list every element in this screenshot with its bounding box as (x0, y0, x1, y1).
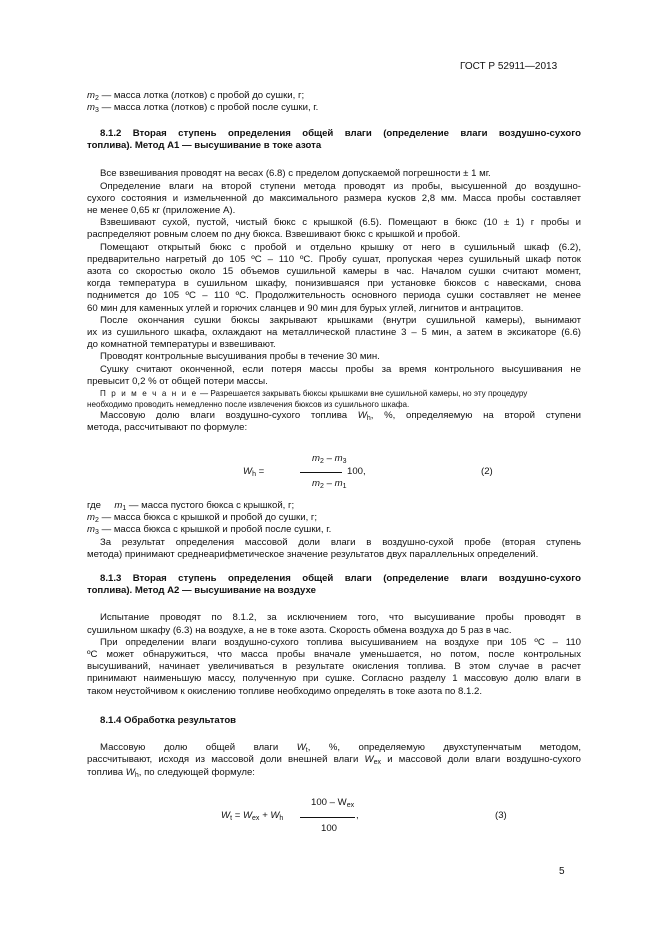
paragraph-line: сухого состояния и измельченной до максимального размера кусков 2,8 мм. Масса пробы составляет (87, 192, 581, 204)
paragraph-line: таком неустойчивом к окислению топливе необходимо определять в токе азота по 8.1.2. (87, 685, 483, 697)
paragraph-line: сушильном шкафу (6.3) на воздухе, а не в токе азота. Скорость обмена воздуха до 5 раз в час. (87, 624, 512, 636)
formula-denominator: 100 (321, 823, 338, 834)
where-label: где (87, 500, 102, 511)
paragraph-line: топлива $W_h$, по следующей формуле: (87, 766, 255, 779)
section-heading-cont: топлива). Метод А1 — высушивание в токе азота (87, 140, 322, 152)
formula-numerator: $m_2 - m_3$ (312, 453, 347, 465)
definition-line: $m_3$ — масса лотка (лотков) с пробой после сушки, г. (87, 102, 319, 115)
formula-denominator: $m_2 - m_1$ (312, 478, 347, 490)
section-8-1-2 (87, 128, 581, 434)
paragraph-line: распределяют ровным слоем по дну бюкса. Взвешивают бюкс с крышкой и пробой. (87, 229, 461, 241)
paragraph-line: до комнатной температуры и взвешивают. (87, 339, 276, 351)
paragraph-line: рассчитывают, исходя из массовой доли внешней влаги $W_{ex}$ и массовой доли влаги воздушно-сухого (87, 754, 581, 767)
section-8-1-4 (87, 715, 581, 779)
section-8-1-3 (87, 573, 581, 698)
paragraph-line: метода) принимают среднеарифметическое значение результатов двух параллельных определений. (87, 548, 539, 560)
paragraph: Определение влаги на второй ступени метода проводят из пробы, высушенной до воздушно- (100, 180, 581, 192)
formula-number: (2) (481, 466, 493, 477)
fraction-bar (300, 817, 355, 818)
formula-lhs: $W_h$ = (243, 466, 265, 478)
page-number: 5 (559, 866, 565, 877)
definition-line: $m_2$ — масса бюкса с крышкой и пробой до сушки, г; (87, 512, 318, 525)
note-line: необходимо проводить немедленно после извлечения бюксов из сушильного шкафа. (87, 400, 410, 410)
paragraph: Помещают открытый бюкс с пробой и отдельно крышку от него в сушильный шкаф (6.2), (100, 241, 581, 253)
note-label: П р и м е ч а н и е (100, 389, 198, 399)
top-definitions (87, 90, 581, 114)
definition-line: $m_2$ — масса лотка (лотков) с пробой до сушки, г; (87, 90, 305, 102)
note: П р и м е ч а н и е — Разрешается закрывать бюксы крышками вне сушильной камеры, но эту процедуру (100, 389, 528, 399)
formula-numerator: $100 - W_{ex}$ (311, 797, 355, 809)
paragraph-line: превысит 0,2 % от общей потери массы. (87, 375, 268, 387)
definition-line: $m_3$ — масса бюкса с крышкой и пробой после сушки, г. (87, 524, 332, 537)
paragraph-line: поднимется до 105 ºС – 110 ºС. Продолжительность основного периода сушки составляет не менее (87, 290, 581, 302)
paragraph-line: метода, рассчитывают по формуле: (87, 422, 248, 434)
formula-number: (3) (495, 810, 507, 821)
paragraph-line: когда температура в сушильном шкафу, понизившаяся при установке бюксов с навесками, снова (87, 278, 581, 290)
paragraph: Испытание проводят по 8.1.2, за исключением того, что высушивание пробы проводят в (100, 612, 581, 624)
paragraph: Массовую долю влаги воздушно-сухого топлива $W_h$, %, определяемую на второй ступени (100, 410, 582, 423)
paragraph: Проводят контрольные высушивания пробы в течение 30 мин. (100, 351, 380, 363)
paragraph: Все взвешивания проводят на весах (6.8) с пределом допускаемой погрешности ± 1 мг. (100, 168, 491, 180)
section-heading: 8.1.2 Вторая ступень определения общей влаги (определение влаги воздушно-сухого (100, 128, 581, 139)
paragraph: Массовую долю общей влаги $W_t$, %, определяемую двухступенчатым методом, (100, 742, 581, 755)
section-heading-cont: топлива). Метод А2 — высушивание на воздухе (87, 585, 316, 597)
formula-lhs: $W_t = W_{ex} + W_h$ (221, 810, 284, 822)
formula-comma: , (356, 810, 359, 821)
section-heading: 8.1.3 Вторая ступень определения общей влаги (определение влаги воздушно-сухого (100, 573, 581, 584)
paragraph-line: принимают наименьшую массу, полученную при сушке. Согласно разделу 1 массовую долю влаги в (87, 673, 581, 685)
paragraph-line: их из сушильного шкафа, охлаждают на металлической пластине 3 – 5 мин, а затем в эксикаторе (6.6) (87, 327, 581, 339)
paragraph: При определении влаги воздушно-сухого топлива высушиванием на воздухе при 105 ºС – 110 (100, 636, 581, 648)
formula-2-definitions (87, 500, 581, 561)
section-heading: 8.1.4 Обработка результатов (100, 715, 237, 726)
paragraph-line: азота со скоростью около 15 объемов сушильной камеры в час. Началом сушки считают момент, (87, 266, 581, 278)
paragraph-line: не менее 0,65 кг (приложение А). (87, 205, 236, 217)
standard-designation: ГОСТ Р 52911—2013 (460, 61, 558, 72)
paragraph-line: 60 мин для каменных углей и горючих сланцев и 90 мин для бурых углей, лигнитов и антрацитов. (87, 302, 524, 314)
fraction-bar (300, 472, 342, 473)
paragraph: За результат определения массовой доли влаги в воздушно-сухой пробе (вторая ступень (100, 536, 581, 548)
paragraph-line: ºС может обнаружиться, что масса пробы вначале уменьшается, но потом, после контрольных (87, 649, 581, 661)
paragraph: Взвешивают сухой, пустой, чистый бюкс с крышкой (6.5). Помещают в бюкс (10 ± 1) г пробы и (100, 217, 581, 229)
definition-line: где $m_1$ — масса пустого бюкса с крышкой, г; (87, 500, 295, 512)
formula-multiplier: 100, (347, 466, 366, 477)
paragraph: После окончания сушки бюксы закрывают крышками (внутри сушильной камеры), вынимают (100, 314, 581, 326)
paragraph: Сушку считают оконченной, если потеря массы пробы за время контрольного высушивания не (100, 363, 581, 375)
paragraph-line: предварительно нагретый до 105 ºС – 110 ºС. Пробу сушат, пропуская через сушильный шкаф поток (87, 253, 581, 265)
paragraph-line: высушиваний, начинает увеличиваться в результате окисления топлива. В этом случае в расчет (87, 661, 581, 673)
